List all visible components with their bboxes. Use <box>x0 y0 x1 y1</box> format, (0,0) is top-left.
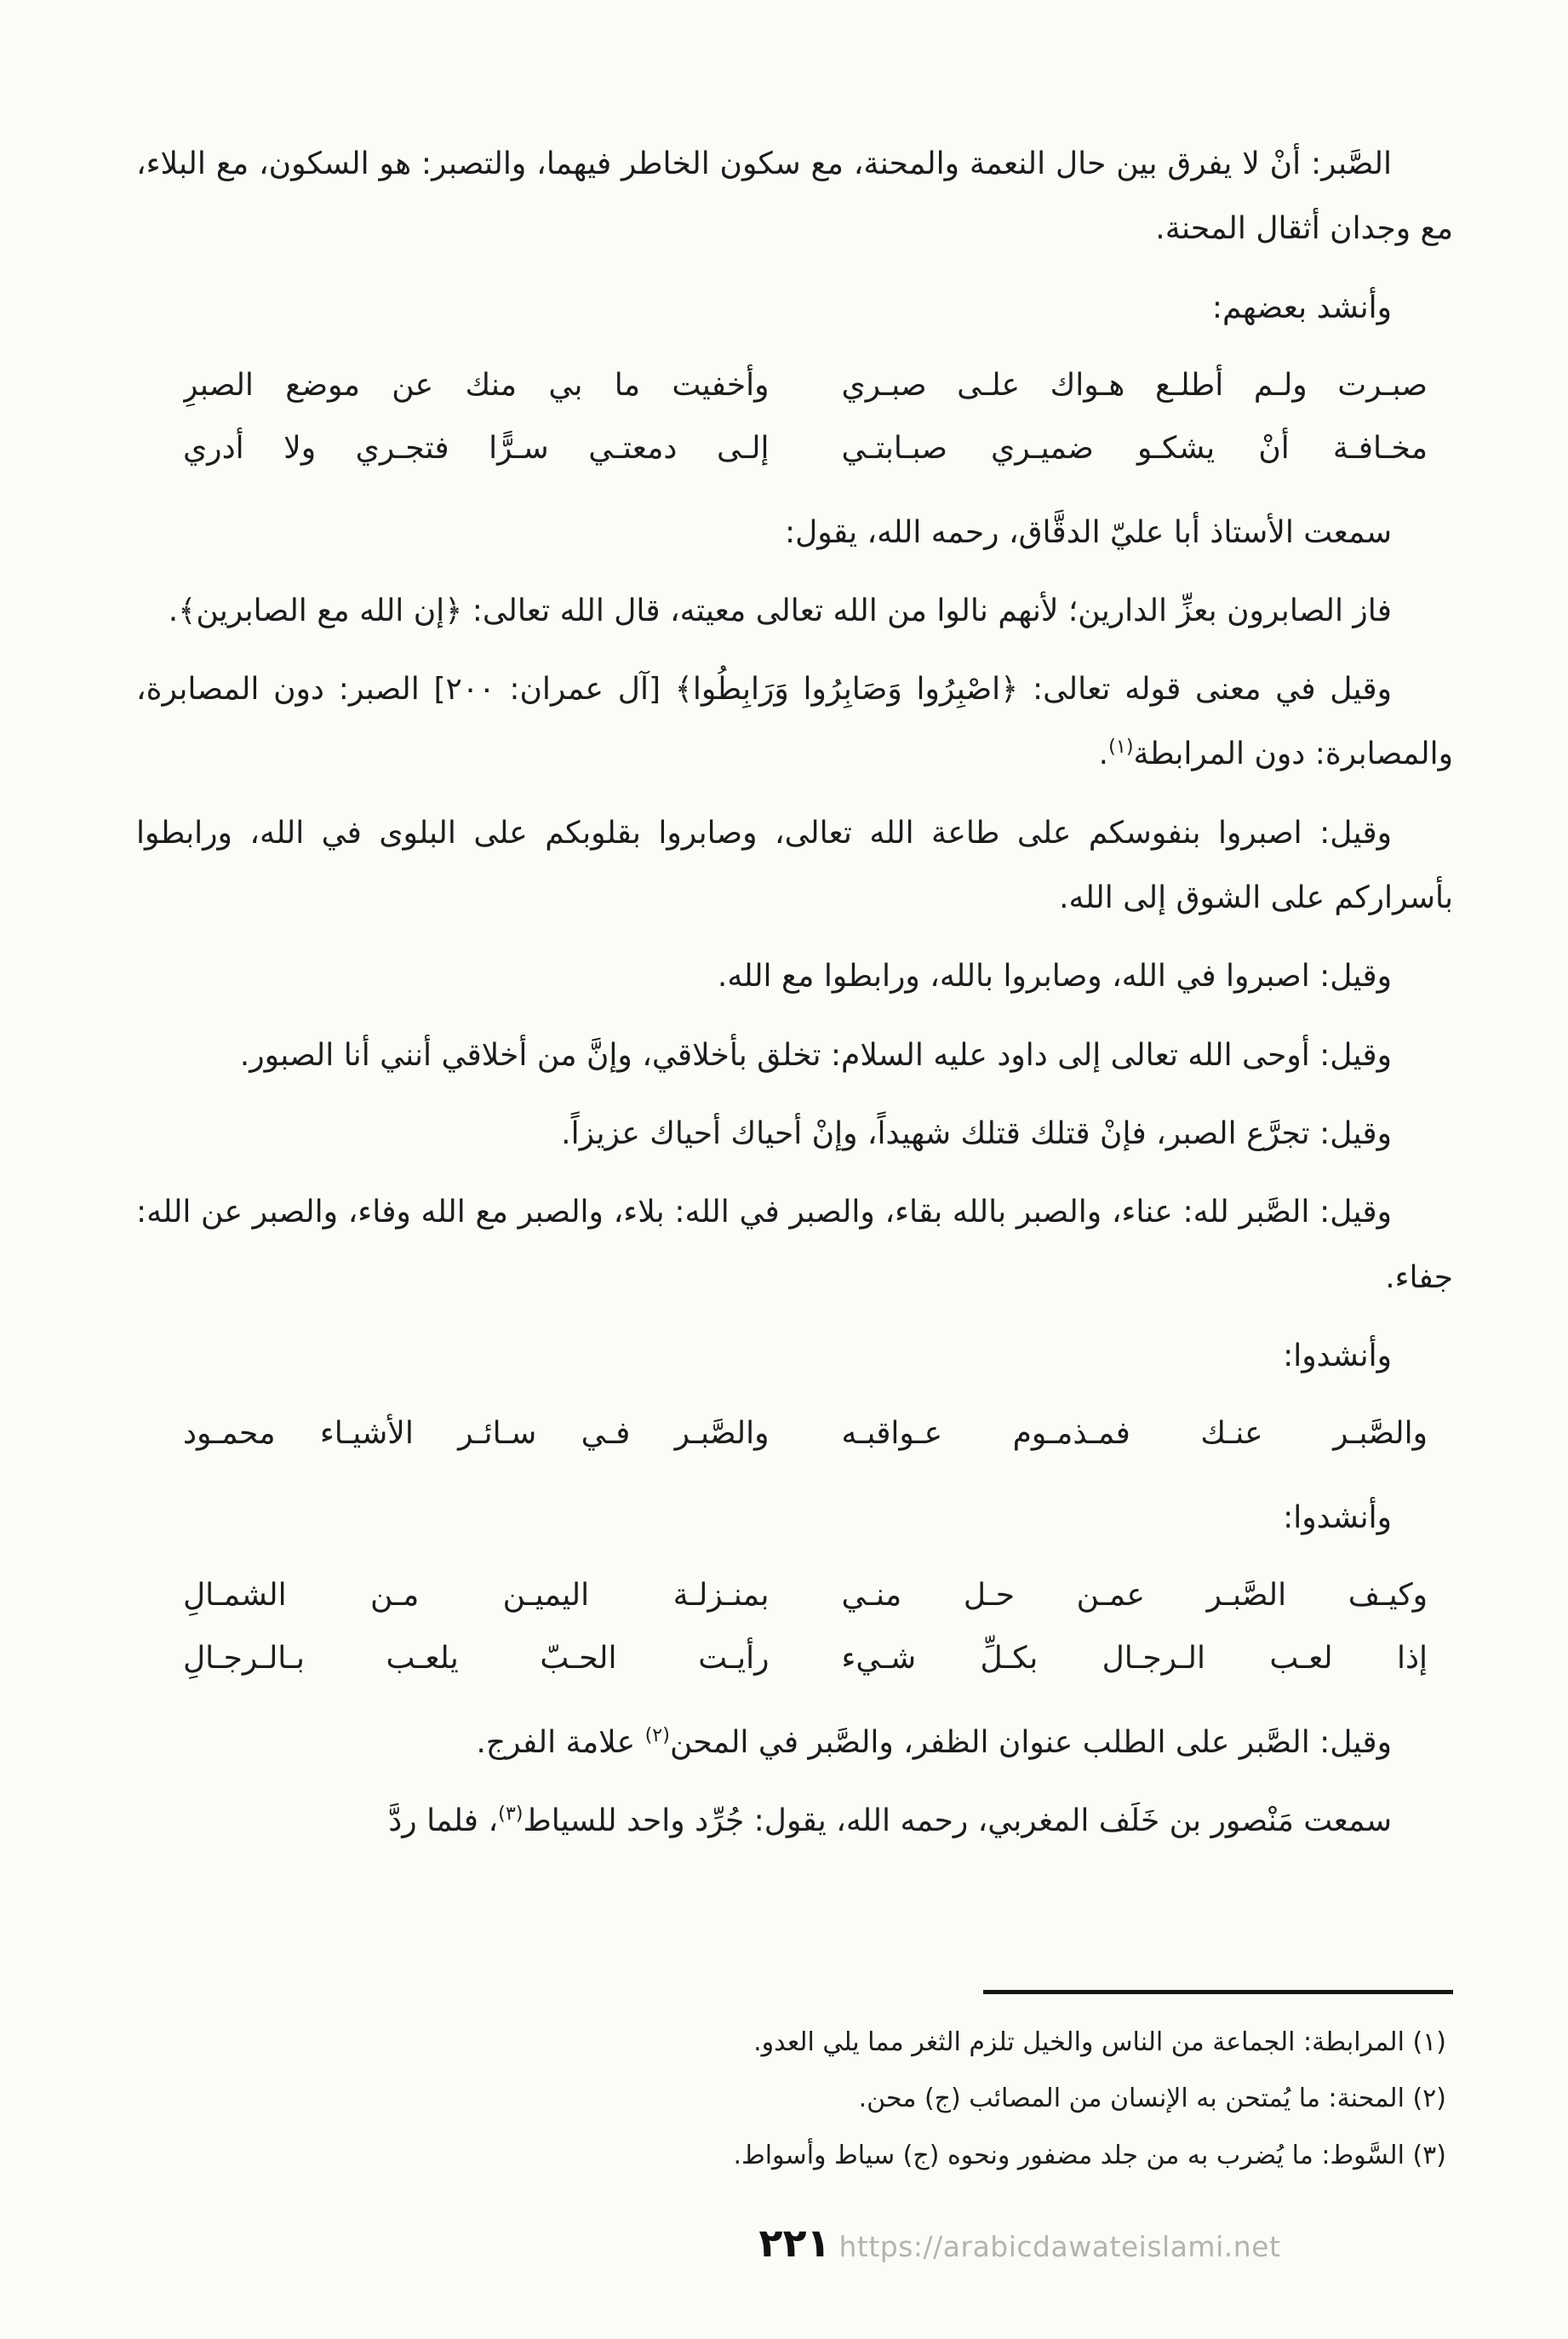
poetry-block <box>183 1564 1428 1690</box>
hemistich-right: مخـافـة أنْ يشكـو ضميـري صبـابتـي <box>841 430 1428 466</box>
footnote: (١) المرابطة: الجماعة من الناس والخيل تلزم الثغر مما يلي العدو. <box>753 2027 1446 2057</box>
hemistich-right: صبـرت ولـم أطلـع هـواك علـى صبـري <box>841 367 1428 403</box>
hemistich-left: رأيـت الحـبّ يلعـب بـالـرجـالِ <box>183 1641 770 1677</box>
paragraph-text: سمعت مَنْصور بن خَلَف المغربي، رحمه الله، يقول: جُرِّد واحد للسياط <box>523 1803 1392 1839</box>
hemistich-left: وأخفيت ما بي منك عن موضع الصبرِ <box>183 367 770 403</box>
hemistich-left: والصَّبـر فـي سـائـر الأشيـاء محمـود <box>183 1416 770 1452</box>
verse-line <box>183 1402 1428 1465</box>
verse-line <box>183 354 1428 417</box>
footnote-marker: (١) <box>1108 736 1134 759</box>
page-footer <box>136 1990 1453 2280</box>
verse-line <box>183 1627 1428 1690</box>
poetry-block <box>183 1402 1428 1465</box>
paragraph-tail: علامة الفرج. <box>476 1724 645 1760</box>
watermark-url: https://arabicdawateislami.net <box>838 2230 1281 2263</box>
paragraph <box>136 657 1453 788</box>
poem-lead-in: وأنشدوا: <box>1283 1338 1392 1373</box>
verse-line <box>183 1564 1428 1627</box>
footnote-separator <box>983 1990 1453 1994</box>
paragraph-tail: ، فلما ردَّ <box>388 1803 499 1839</box>
footnote-marker: (٢) <box>644 1723 670 1746</box>
hemistich-left: إلـى دمعتـي سـرًّا فتجـري ولا أدري <box>183 430 770 466</box>
paragraph: سمعت الأستاذ أبا عليّ الدقَّاق، رحمه الله، يقول: <box>784 514 1392 550</box>
paragraph-text: وقيل: الصَّبر على الطلب عنوان الظفر، والصَّبر في المحن <box>669 1724 1392 1760</box>
paragraph: الصَّبر: أنْ لا يفرق بين حال النعمة والمحنة، مع سكون الخاطر فيهما، والتصبر: هو السكون، مع البلاء، مع وجدان أثقال المحنة. <box>136 146 1453 247</box>
paragraph: وقيل: أوحى الله تعالى إلى داود عليه السلام: تخلق بأخلاقي، وإنَّ من أخلاقي أنني أنا الصبور. <box>239 1037 1392 1073</box>
paragraph: وقيل: الصَّبر لله: عناء، والصبر بالله بقاء، والصبر في الله: بلاء، والصبر مع الله وفاء، والصبر عن الله: جفاء. <box>136 1195 1453 1295</box>
paragraph: وقيل: اصبروا بنفوسكم على طاعة الله تعالى، وصابروا بقلوبكم على البلوى في الله، ورابطوا بأسراركم على الشوق إلى الله. <box>136 815 1453 916</box>
paragraph: فاز الصابرون بعزِّ الدارين؛ لأنهم نالوا من الله تعالى معيته، قال الله تعالى: ﴿إن الله مع الصابرين﴾. <box>168 593 1392 628</box>
page-number-row <box>136 2220 1453 2279</box>
paragraph: وقيل: تجرَّع الصبر، فإنْ قتلك قتلك شهيداً، وإنْ أحياك أحياك عزيزاً. <box>561 1116 1392 1152</box>
body-text <box>136 132 1453 1868</box>
poem-lead-in: وأنشد بعضهم: <box>1211 290 1392 325</box>
paragraph-text: وقيل في معنى قوله تعالى: ﴿اصْبِرُوا وَصَابِرُوا وَرَابِطُوا﴾ [آل عمران: ٢٠٠] الصبر: دون المصابرة، والمصابرة: دون المرابطة <box>136 672 1453 772</box>
footnote: (٣) السَّوط: ما يُضرب به من جلد مضفور ونحوه (ج) سياط وأسواط. <box>733 2140 1446 2170</box>
paragraph: وقيل: اصبروا في الله، وصابروا بالله، ورابطوا مع الله. <box>717 959 1392 995</box>
hemistich-left: بمنـزلـة اليميـن مـن الشمـالِ <box>183 1578 770 1614</box>
hemistich-right: إذا لعـب الـرجـال بكـلِّ شـيء <box>841 1641 1428 1677</box>
verse-line <box>183 417 1428 480</box>
footnote-marker: (٣) <box>498 1803 524 1826</box>
paragraph <box>136 1711 1453 1775</box>
paragraph-tail: . <box>1098 737 1109 772</box>
paragraph <box>136 1789 1453 1854</box>
page-number: ٢٢١ <box>758 2220 831 2266</box>
hemistich-right: والصَّبـر عنـك فمـذمـوم عـواقبـه <box>841 1416 1428 1452</box>
poem-lead-in: وأنشدوا: <box>1283 1500 1392 1536</box>
footnote: (٢) المحنة: ما يُمتحن به الإنسان من المصائب (ج) محن. <box>858 2084 1446 2113</box>
hemistich-right: وكيـف الصَّبـر عمـن حـل منـي <box>841 1578 1428 1614</box>
poetry-block <box>183 354 1428 480</box>
